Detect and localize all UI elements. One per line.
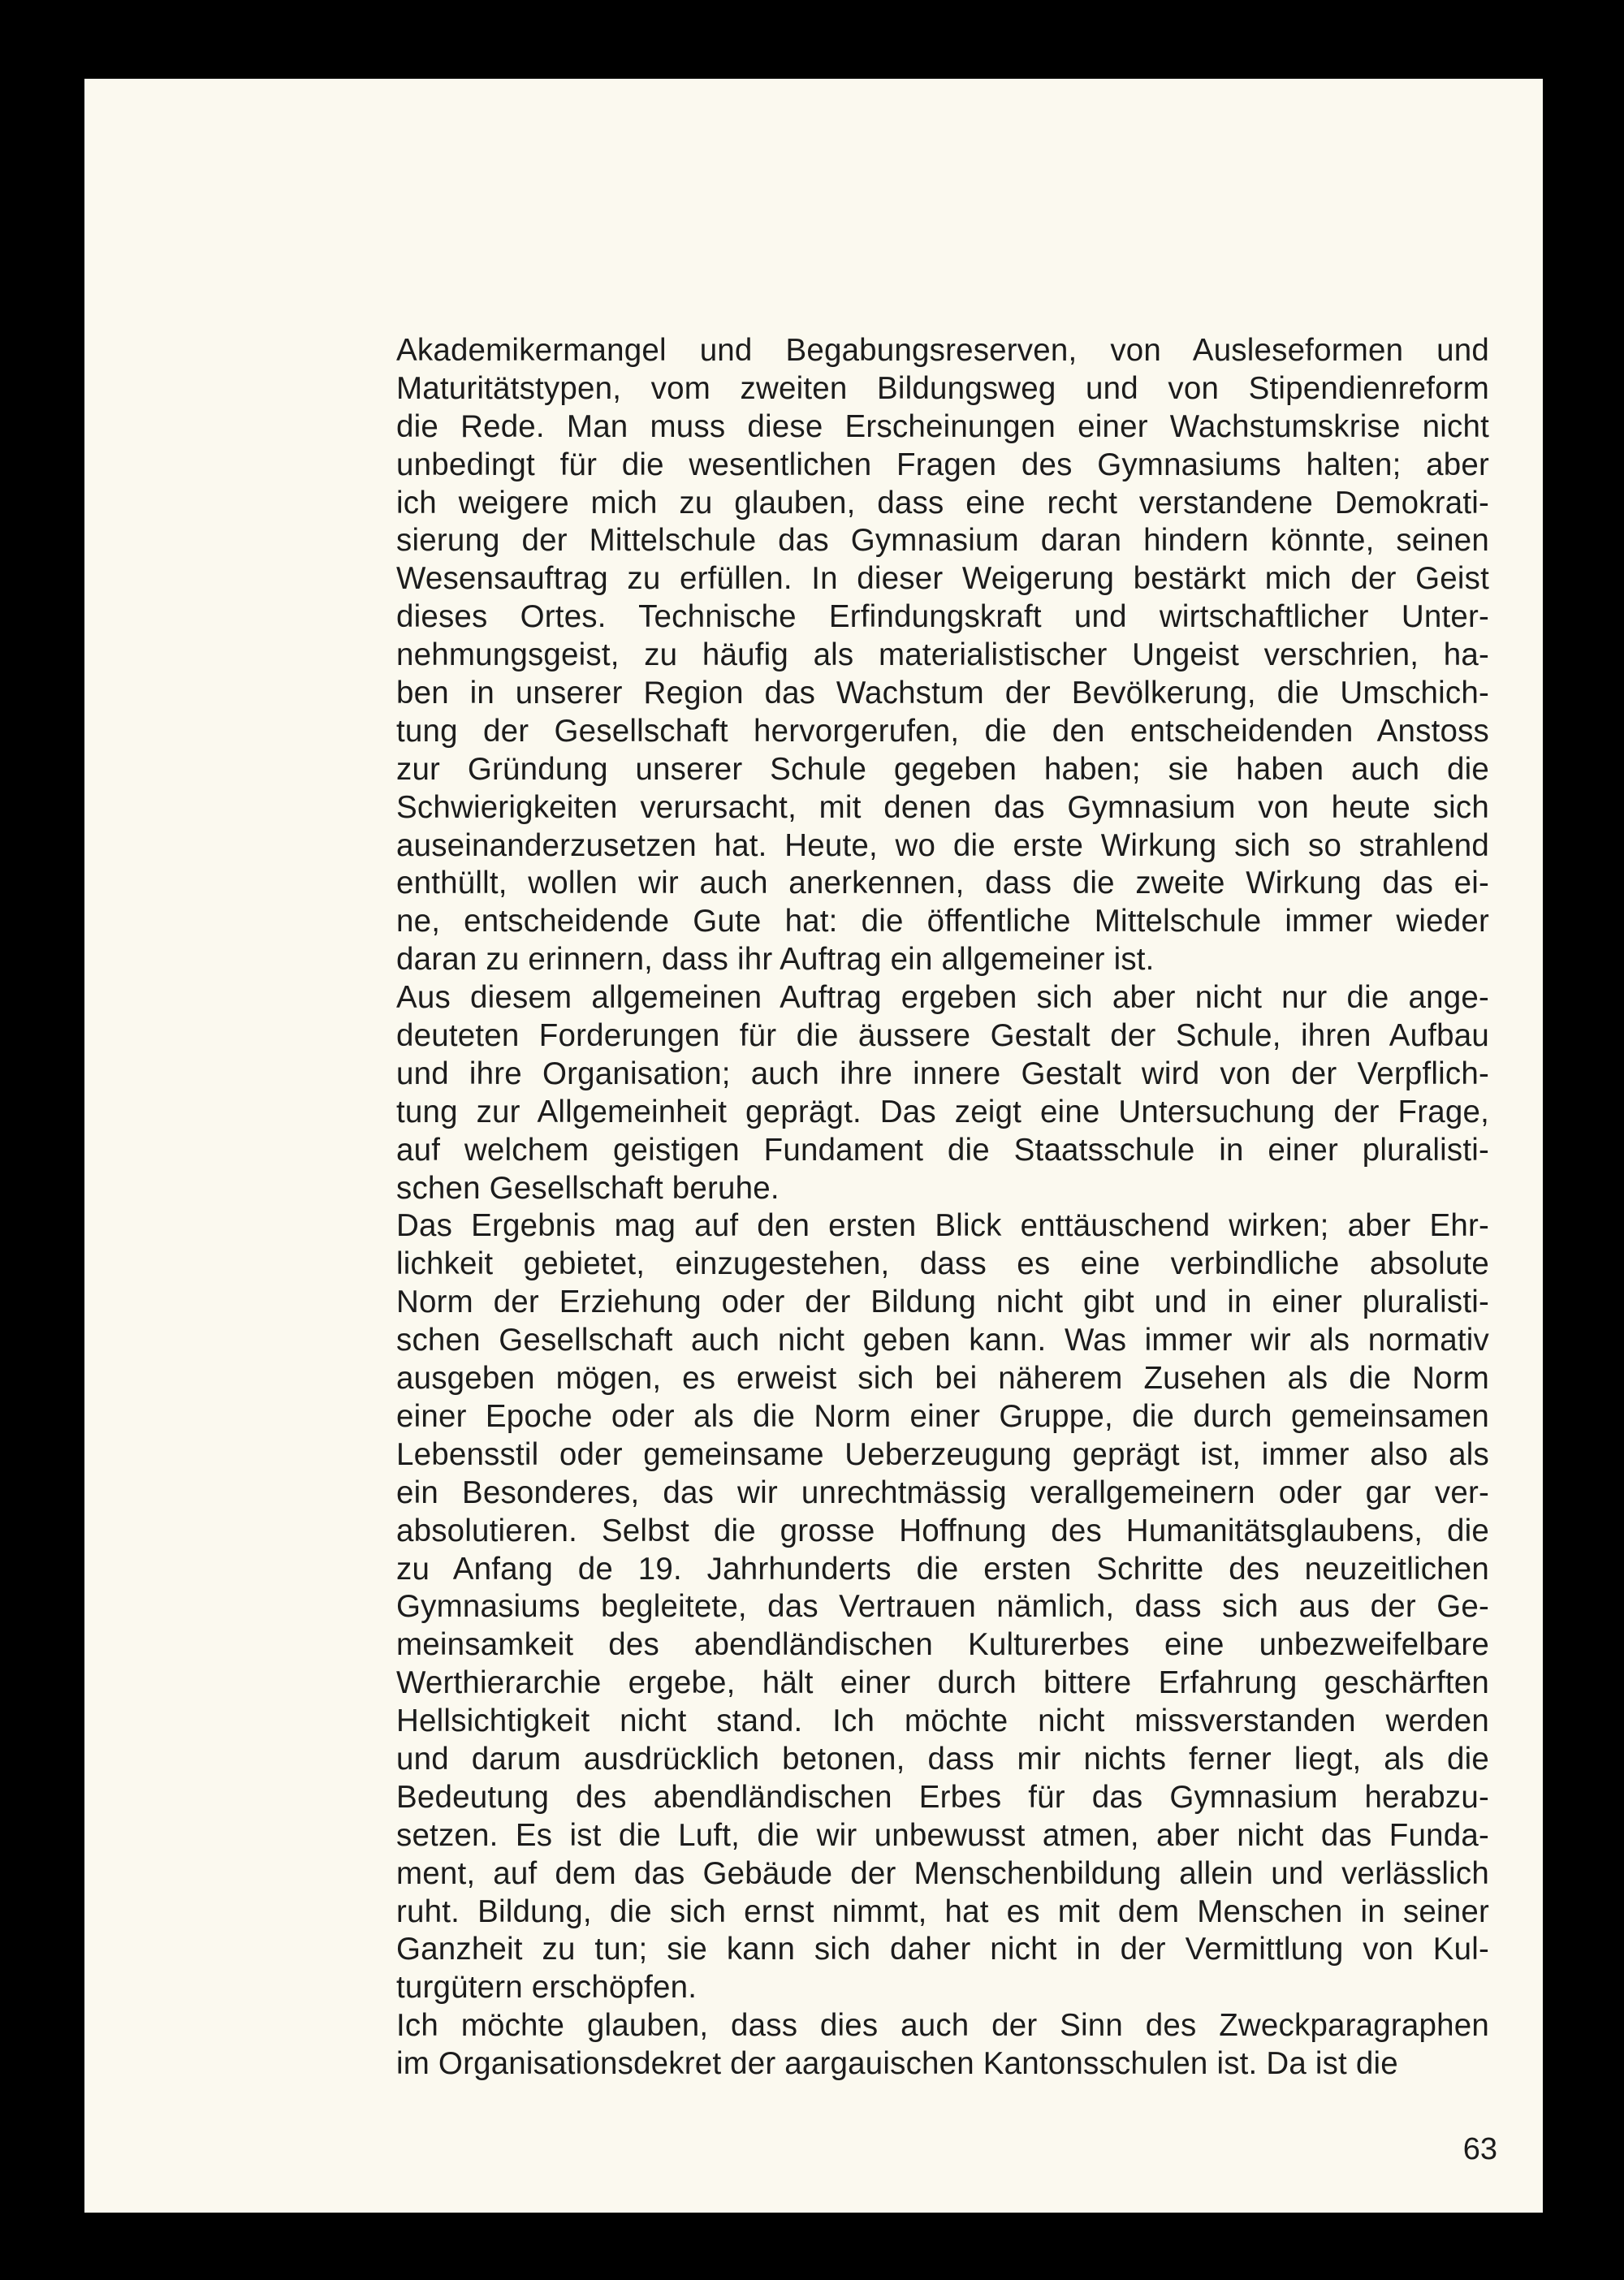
- text-line: Wesensauftrag zu erfüllen. In dieser Weigerung bestärkt mich der Geist: [396, 561, 1489, 597]
- text-line: Ganzheit zu tun; sie kann sich daher nicht in der Vermittlung von Kul-: [396, 1932, 1489, 1967]
- text-line: turgütern erschöpfen.: [396, 1970, 698, 2006]
- page-number: 63: [1462, 2132, 1497, 2166]
- text-line: Norm der Erziehung oder der Bildung nicht gibt und in einer pluralisti-: [396, 1285, 1489, 1320]
- text-line: tung zur Allgemeinheit geprägt. Das zeigt eine Untersuchung der Frage,: [396, 1094, 1489, 1129]
- body-text: [396, 332, 1489, 2084]
- text-line: enthüllt, wollen wir auch anerkennen, dass die zweite Wirkung das ei-: [396, 866, 1489, 901]
- text-line: zur Gründung unserer Schule gegeben haben; sie haben auch die: [396, 751, 1489, 787]
- text-line: ausgeben mögen, es erweist sich bei näherem Zusehen als die Norm: [396, 1361, 1489, 1397]
- text-line: Hellsichtigkeit nicht stand. Ich möchte nicht missverstanden werden: [396, 1704, 1489, 1739]
- book-page: [84, 79, 1543, 2213]
- text-line: absolutieren. Selbst die grosse Hoffnung des Humanitätsglaubens, die: [396, 1513, 1489, 1548]
- text-line: tung der Gesellschaft hervorgerufen, die den entscheidenden Anstoss: [396, 713, 1489, 749]
- text-line: setzen. Es ist die Luft, die wir unbewusst atmen, aber nicht das Funda-: [396, 1817, 1489, 1853]
- text-line: ment, auf dem das Gebäude der Menschenbildung allein und verlässlich: [396, 1855, 1489, 1891]
- text-line: Maturitätstypen, vom zweiten Bildungsweg und von Stipendienreform: [396, 370, 1489, 406]
- text-line: Ich möchte glauben, dass dies auch der Sinn des Zweckparagraphen: [396, 2008, 1489, 2044]
- text-line: im Organisationsdekret der aargauischen Kantonsschulen ist. Da ist die: [396, 2046, 1398, 2082]
- text-line: ich weigere mich zu glauben, dass eine recht verstandene Demokrati-: [396, 485, 1489, 520]
- text-line: die Rede. Man muss diese Erscheinungen einer Wachstumskrise nicht: [396, 408, 1489, 444]
- text-line: ein Besonderes, das wir unrechtmässig verallgemeinern oder gar ver-: [396, 1475, 1489, 1510]
- text-line: und ihre Organisation; auch ihre innere Gestalt wird von der Verpflich-: [396, 1056, 1489, 1091]
- text-line: dieses Ortes. Technische Erfindungskraft und wirtschaftlicher Unter-: [396, 599, 1489, 635]
- text-line: meinsamkeit des abendländischen Kulturerbes eine unbezweifelbare: [396, 1627, 1489, 1663]
- text-line: Schwierigkeiten verursacht, mit denen das Gymnasium von heute sich: [396, 789, 1489, 825]
- text-line: ne, entscheidende Gute hat: die öffentliche Mittelschule immer wieder: [396, 904, 1489, 939]
- text-line: auseinanderzusetzen hat. Heute, wo die erste Wirkung sich so strahlend: [396, 827, 1489, 863]
- text-line: unbedingt für die wesentlichen Fragen des Gymnasiums halten; aber: [396, 447, 1489, 482]
- paragraph: [396, 1207, 1489, 2007]
- text-line: auf welchem geistigen Fundament die Staatsschule in einer pluralisti-: [396, 1132, 1489, 1168]
- text-line: Lebensstil oder gemeinsame Ueberzeugung geprägt ist, immer also als: [396, 1436, 1489, 1472]
- text-line: lichkeit gebietet, einzugestehen, dass es eine verbindliche absolute: [396, 1246, 1489, 1282]
- paragraph: [396, 2007, 1489, 2084]
- paragraph: [396, 332, 1489, 979]
- text-line: Akademikermangel und Begabungsreserven, von Ausleseformen und: [396, 333, 1489, 368]
- text-line: Bedeutung des abendländischen Erbes für das Gymnasium herabzu-: [396, 1779, 1489, 1815]
- text-line: ben in unserer Region das Wachstum der Bevölkerung, die Umschich-: [396, 676, 1489, 711]
- text-line: deuteten Forderungen für die äussere Gestalt der Schule, ihren Aufbau: [396, 1018, 1489, 1054]
- text-line: Aus diesem allgemeinen Auftrag ergeben sich aber nicht nur die ange-: [396, 980, 1489, 1016]
- text-line: ruht. Bildung, die sich ernst nimmt, hat es mit dem Menschen in seiner: [396, 1894, 1489, 1929]
- text-line: einer Epoche oder als die Norm einer Gruppe, die durch gemeinsamen: [396, 1398, 1489, 1434]
- text-line: sierung der Mittelschule das Gymnasium daran hindern könnte, seinen: [396, 523, 1489, 559]
- text-line: Das Ergebnis mag auf den ersten Blick enttäuschend wirken; aber Ehr-: [396, 1208, 1489, 1244]
- text-line: zu Anfang de 19. Jahrhunderts die ersten Schritte des neuzeitlichen: [396, 1551, 1489, 1587]
- text-line: Gymnasiums begleitete, das Vertrauen nämlich, dass sich aus der Ge-: [396, 1589, 1489, 1625]
- text-line: schen Gesellschaft beruhe.: [396, 1170, 780, 1206]
- text-line: schen Gesellschaft auch nicht geben kann. Was immer wir als normativ: [396, 1323, 1489, 1358]
- text-line: daran zu erinnern, dass ihr Auftrag ein allgemeiner ist.: [396, 942, 1155, 978]
- text-line: Werthierarchie ergebe, hält einer durch bittere Erfahrung geschärften: [396, 1665, 1489, 1701]
- text-line: und darum ausdrücklich betonen, dass mir nichts ferner liegt, als die: [396, 1741, 1489, 1777]
- paragraph: [396, 979, 1489, 1207]
- text-line: nehmungsgeist, zu häufig als materialistischer Ungeist verschrien, ha-: [396, 637, 1489, 673]
